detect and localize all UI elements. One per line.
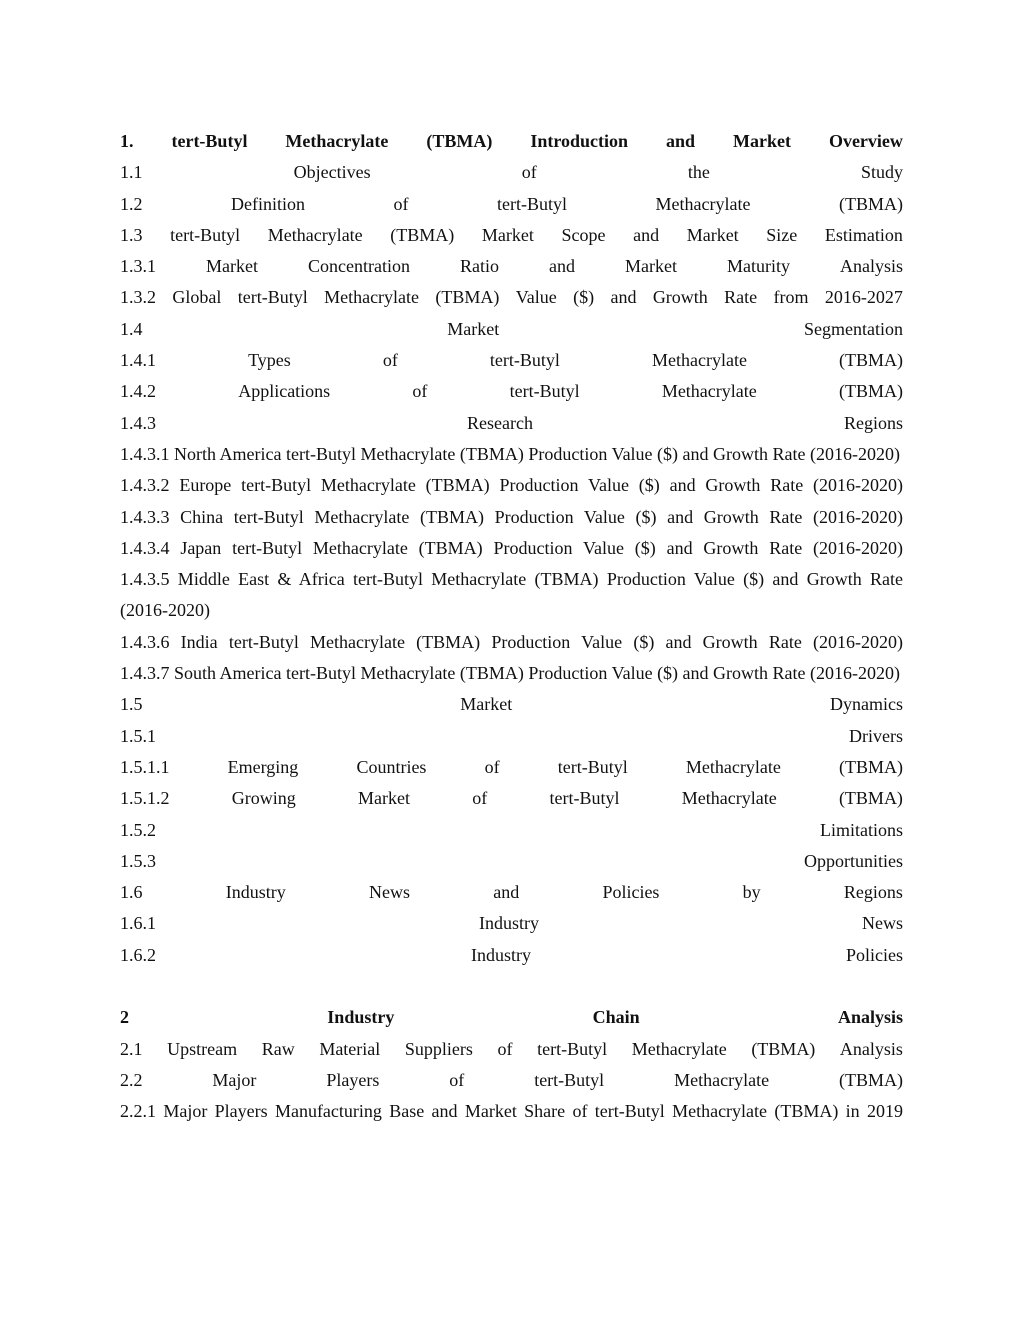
toc-entry: 1.5 Market Dynamics	[120, 694, 903, 715]
toc-entry: 1.4.3.6 India tert-Butyl Methacrylate (TBMA) Production Value ($) and Growth Rate (2016-2020)	[120, 631, 903, 652]
toc-entry: 1.5.1.2 Growing Market of tert-Butyl Methacrylate (TBMA)	[120, 788, 903, 809]
toc-entry: 1.3 tert-Butyl Methacrylate (TBMA) Market Scope and Market Size Estimation	[120, 224, 903, 245]
toc-entry: 1.4.3.7 South America tert-Butyl Methacrylate (TBMA) Production Value ($) and Growth Rate (2016-2020)	[120, 663, 901, 684]
toc-entry: 1.4.3.3 China tert-Butyl Methacrylate (TBMA) Production Value ($) and Growth Rate (2016-2020)	[120, 506, 903, 527]
toc-entry: 2.2.1 Major Players Manufacturing Base and Market Share of tert-Butyl Methacrylate (TBMA) in 2019	[120, 1101, 903, 1122]
toc-entry: 1.2 Definition of tert-Butyl Methacrylate (TBMA)	[120, 193, 903, 214]
toc-entry: 1.5.2 Limitations	[120, 819, 903, 840]
toc-entry: 1.4.3.4 Japan tert-Butyl Methacrylate (TBMA) Production Value ($) and Growth Rate (2016-2020)	[120, 537, 903, 558]
toc-entry: 1.4.3 Research Regions	[120, 412, 903, 433]
toc-entry: 1.3.1 Market Concentration Ratio and Market Maturity Analysis	[120, 256, 903, 277]
toc-entry: 1.4.3.5 Middle East & Africa tert-Butyl Methacrylate (TBMA) Production Value ($) and Growth Rate (2016-2020)	[120, 569, 903, 621]
toc-section-heading: 1. tert-Butyl Methacrylate (TBMA) Introduction and Market Overview	[120, 131, 903, 151]
toc-entry: 2.2 Major Players of tert-Butyl Methacrylate (TBMA)	[120, 1069, 903, 1090]
toc-entry: 1.4.1 Types of tert-Butyl Methacrylate (TBMA)	[120, 350, 903, 371]
toc-section-heading: 2 Industry Chain Analysis	[120, 1007, 903, 1028]
toc-entry: 1.4.2 Applications of tert-Butyl Methacrylate (TBMA)	[120, 381, 903, 402]
toc-entry: 1.6.2 Industry Policies	[120, 944, 903, 965]
section-spacer	[120, 971, 903, 1002]
toc-entry: 2.1 Upstream Raw Material Suppliers of tert-Butyl Methacrylate (TBMA) Analysis	[120, 1038, 903, 1059]
toc-entry: 1.5.3 Opportunities	[120, 850, 903, 871]
toc-entry: 1.4.3.2 Europe tert-Butyl Methacrylate (TBMA) Production Value ($) and Growth Rate (2016-2020)	[120, 475, 903, 496]
toc-entry: 1.3.2 Global tert-Butyl Methacrylate (TBMA) Value ($) and Growth Rate from 2016-2027	[120, 287, 903, 308]
toc-entry: 1.5.1.1 Emerging Countries of tert-Butyl Methacrylate (TBMA)	[120, 756, 903, 777]
toc-entry: 1.6 Industry News and Policies by Regions	[120, 882, 903, 903]
toc-entry: 1.4 Market Segmentation	[120, 318, 903, 339]
toc-entry: 1.5.1 Drivers	[120, 725, 903, 746]
table-of-contents	[120, 126, 903, 1128]
toc-entry: 1.1 Objectives of the Study	[120, 162, 903, 183]
toc-entry: 1.4.3.1 North America tert-Butyl Methacrylate (TBMA) Production Value ($) and Growth Rate (2016-2020)	[120, 443, 900, 464]
toc-entry: 1.6.1 Industry News	[120, 913, 903, 934]
